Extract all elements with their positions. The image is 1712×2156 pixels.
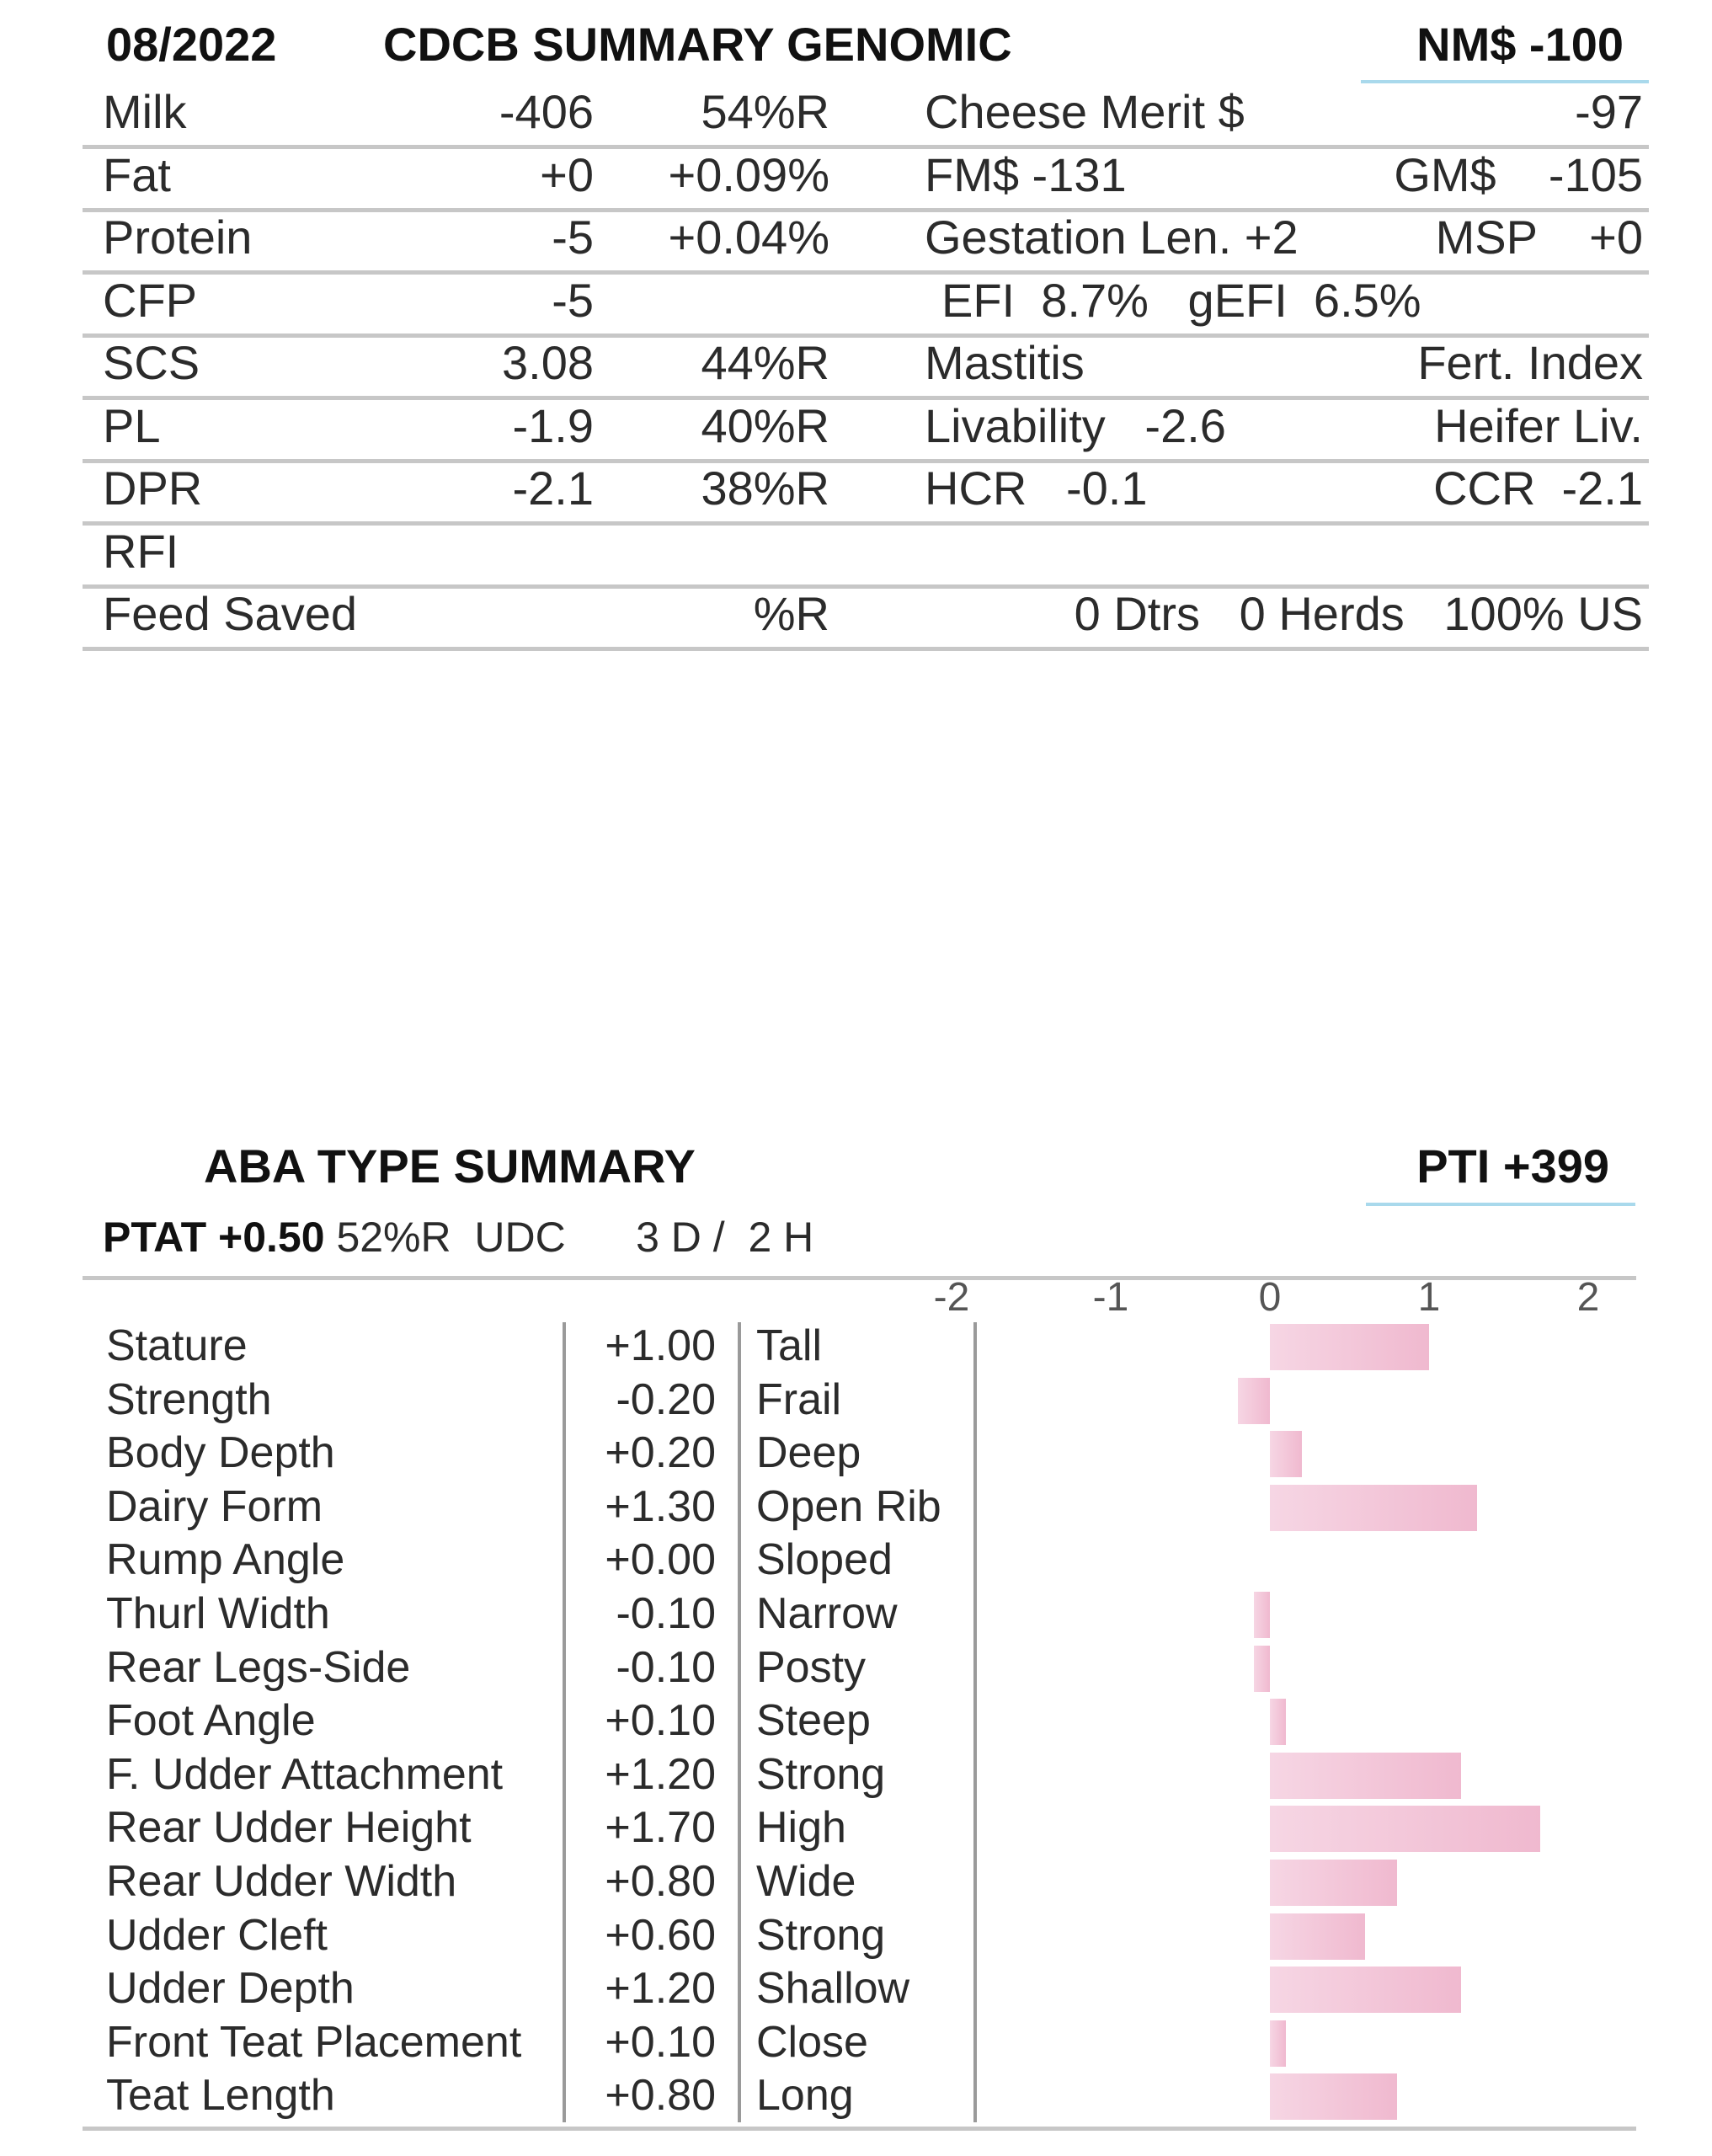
trait-bar — [1238, 1378, 1270, 1424]
trait-name: Udder Depth — [106, 1964, 355, 2014]
trait-descriptor: Narrow — [756, 1589, 898, 1638]
trait-bar — [1270, 1967, 1461, 2013]
trait-descriptor: High — [756, 1803, 846, 1853]
axis-tick-label: -1 — [1092, 1275, 1129, 1320]
trait-name: Rear Udder Height — [106, 1803, 472, 1853]
trait-value: +0.00 — [605, 1535, 716, 1585]
axis-tick-label: 0 — [1258, 1275, 1282, 1320]
trait-value: +0.80 — [605, 1857, 716, 1906]
summary-col3: Mastitis — [925, 336, 1085, 389]
trait-bar — [1254, 1592, 1270, 1638]
summary-col4: -97 — [1575, 85, 1643, 138]
trait-bar — [1270, 2020, 1286, 2067]
trait-name: Foot Angle — [106, 1696, 316, 1746]
trait-value: +0.10 — [605, 2017, 716, 2067]
pti-value: PTI +399 — [1416, 1139, 1609, 1193]
summary-col4: GM$ -105 — [1394, 147, 1643, 201]
row-rule — [83, 647, 1649, 651]
trait-value: +0.20 — [605, 1428, 716, 1478]
trait-name: F. Udder Attachment — [106, 1749, 504, 1799]
summary-value: -1.9 — [512, 398, 594, 452]
trait-name: Thurl Width — [106, 1589, 330, 1638]
axis-tick-label: 1 — [1417, 1275, 1441, 1320]
trait-descriptor: Sloped — [756, 1535, 893, 1585]
summary-label: Feed Saved — [103, 587, 357, 640]
summary-value: -5 — [552, 211, 594, 264]
summary-reliability: +0.09% — [668, 147, 829, 201]
summary-col4: Heifer Liv. — [1434, 398, 1643, 452]
row-rule — [83, 521, 1649, 526]
trait-value: +0.60 — [605, 1910, 716, 1960]
summary-col4: Fert. Index — [1417, 336, 1643, 389]
row-rule — [83, 334, 1649, 338]
trait-bar — [1270, 1806, 1540, 1852]
trait-descriptor: Long — [756, 2071, 854, 2121]
trait-descriptor: Posty — [756, 1642, 867, 1692]
divider-2 — [738, 1322, 741, 2122]
summary-col3: Cheese Merit $ — [925, 85, 1245, 138]
trait-descriptor: Strong — [756, 1910, 886, 1960]
trait-bar — [1270, 2073, 1397, 2120]
trait-value: -0.20 — [616, 1374, 716, 1424]
summary-reliability: 38%R — [701, 462, 829, 515]
type-summary-title: ABA TYPE SUMMARY — [204, 1139, 696, 1193]
trait-name: Stature — [106, 1321, 248, 1370]
summary-value: -406 — [499, 85, 594, 138]
summary-label: Fat — [103, 147, 171, 201]
row-rule — [83, 208, 1649, 212]
summary-col4: CCR -2.1 — [1433, 462, 1643, 515]
ptat-value: PTAT +0.50 — [103, 1214, 325, 1261]
summary-col3: HCR -0.1 — [925, 462, 1148, 515]
trait-name: Udder Cleft — [106, 1910, 328, 1960]
trait-value: +1.70 — [605, 1803, 716, 1853]
summary-label: PL — [103, 398, 161, 452]
trait-name: Dairy Form — [106, 1481, 323, 1531]
summary-value: -2.1 — [512, 462, 594, 515]
trait-bar — [1270, 1699, 1286, 1745]
trait-bar — [1270, 1324, 1429, 1370]
trait-value: +1.00 — [605, 1321, 716, 1370]
ptat-info: 52%R UDC 3 D / 2 H — [336, 1214, 814, 1261]
summary-col4: 0 Dtrs 0 Herds 100% US — [1074, 587, 1643, 640]
ptat-line — [103, 1213, 813, 1262]
trait-bar — [1270, 1485, 1477, 1531]
nm-underline — [1361, 80, 1649, 83]
summary-col4: MSP +0 — [1435, 211, 1643, 264]
trait-name: Rump Angle — [106, 1535, 345, 1585]
trait-descriptor: Close — [756, 2017, 868, 2067]
row-rule — [83, 459, 1649, 463]
trait-descriptor: Frail — [756, 1374, 842, 1424]
trait-descriptor: Steep — [756, 1696, 871, 1746]
trait-descriptor: Open Rib — [756, 1481, 941, 1531]
summary-col3: Gestation Len. +2 — [925, 211, 1299, 264]
trait-descriptor: Shallow — [756, 1964, 910, 2014]
summary-value: +0 — [540, 147, 594, 201]
trait-bar — [1270, 1753, 1461, 1799]
pti-underline — [1366, 1203, 1635, 1206]
summary-title: CDCB SUMMARY GENOMIC — [383, 18, 1012, 71]
summary-reliability: +0.04% — [668, 211, 829, 264]
trait-name: Rear Legs-Side — [106, 1642, 411, 1692]
trait-descriptor: Tall — [756, 1321, 823, 1370]
trait-descriptor: Wide — [756, 1857, 856, 1906]
summary-reliability: 44%R — [701, 336, 829, 389]
summary-col3: FM$ -131 — [925, 147, 1127, 201]
summary-col3: Livability -2.6 — [925, 398, 1226, 452]
trait-descriptor: Deep — [756, 1428, 861, 1478]
trait-name: Rear Udder Width — [106, 1857, 457, 1906]
trait-bar — [1270, 1913, 1365, 1960]
summary-reliability: 40%R — [701, 398, 829, 452]
nm-dollar: NM$ -100 — [1416, 18, 1624, 71]
trait-value: -0.10 — [616, 1589, 716, 1638]
trait-bar — [1270, 1431, 1302, 1477]
summary-value: 3.08 — [502, 336, 594, 389]
axis-tick-label: 2 — [1576, 1275, 1600, 1320]
trait-bar — [1254, 1646, 1270, 1692]
trait-value: +1.20 — [605, 1964, 716, 2014]
type-top-rule — [83, 1276, 1636, 1280]
summary-label: DPR — [103, 462, 203, 515]
trait-value: +0.10 — [605, 1696, 716, 1746]
summary-reliability: %R — [753, 587, 829, 640]
summary-label: CFP — [103, 273, 197, 327]
axis-tick-label: -2 — [933, 1275, 970, 1320]
summary-date: 08/2022 — [106, 18, 277, 71]
type-bottom-rule — [83, 2127, 1636, 2131]
trait-name: Strength — [106, 1374, 272, 1424]
trait-value: -0.10 — [616, 1642, 716, 1692]
trait-bar — [1270, 1860, 1397, 1906]
trait-value: +0.80 — [605, 2071, 716, 2121]
row-rule — [83, 396, 1649, 400]
trait-value: +1.20 — [605, 1749, 716, 1799]
divider-3 — [973, 1322, 977, 2122]
summary-label: SCS — [103, 336, 200, 389]
summary-label: Milk — [103, 85, 187, 138]
summary-reliability: 54%R — [701, 85, 829, 138]
trait-descriptor: Strong — [756, 1749, 886, 1799]
summary-label: Protein — [103, 211, 253, 264]
summary-value: -5 — [552, 273, 594, 327]
summary-label: RFI — [103, 524, 179, 578]
trait-name: Teat Length — [106, 2071, 335, 2121]
trait-value: +1.30 — [605, 1481, 716, 1531]
trait-name: Body Depth — [106, 1428, 335, 1478]
summary-col3: EFI 8.7% gEFI 6.5% — [941, 273, 1421, 327]
trait-name: Front Teat Placement — [106, 2017, 522, 2067]
